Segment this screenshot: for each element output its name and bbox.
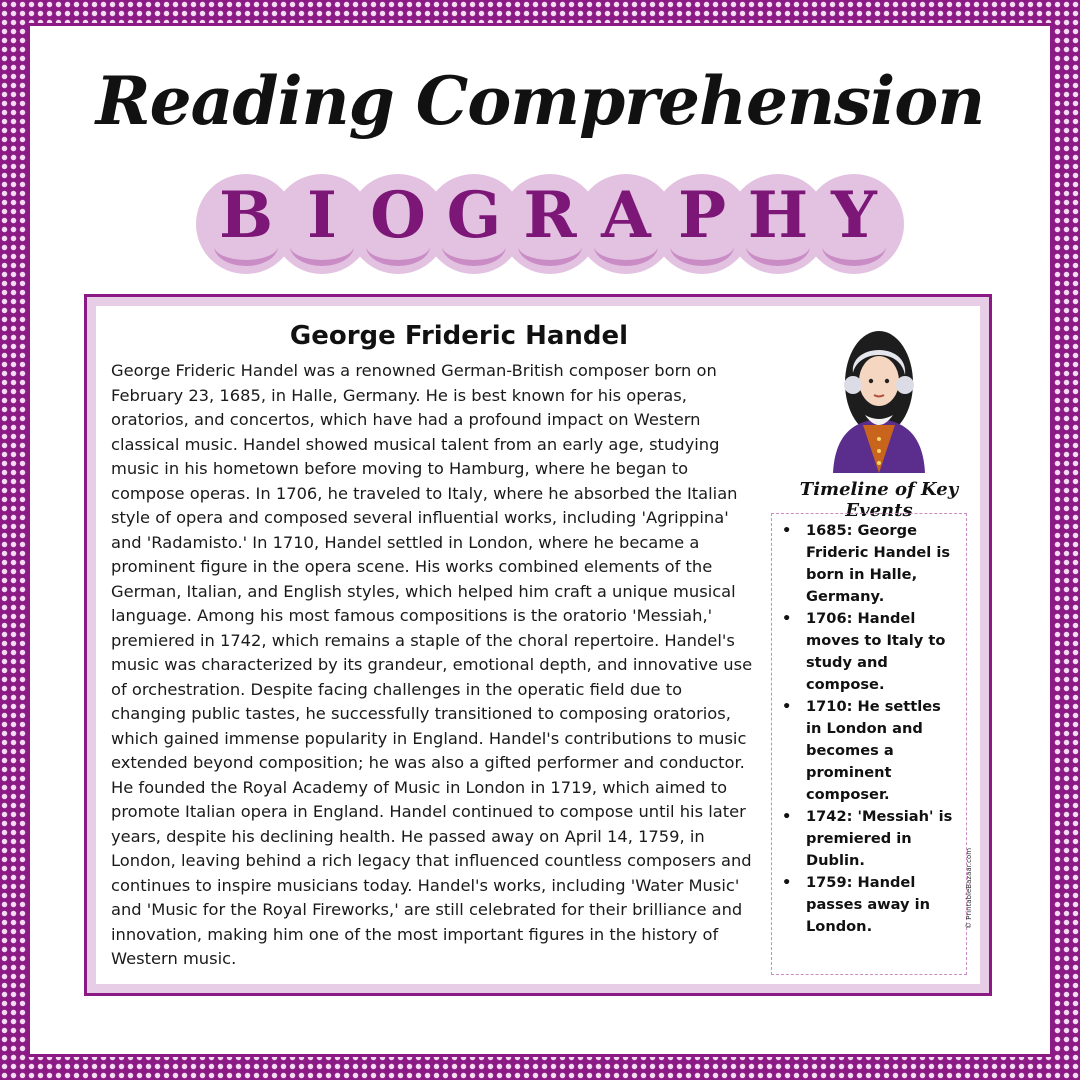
timeline-list xyxy=(772,514,966,938)
biography-text: George Frideric Handel was a renowned German-British composer born on February 23, 1685, in Halle, Germany. He is best known for his operas, oratorios, and concertos, which have had a profound impact on Western classical music. Handel showed musical talent from an early age, studying music in his hometown before moving to Hamburg, where he began to compose operas. In 1706, he traveled to Italy, where he absorbed the Italian style of opera and composed several influential works, including 'Agrippina' and 'Radamisto.' In 1710, Handel settled in London, where he became a prominent figure in the opera scene. His works combined elements of the German, Italian, and English styles, which helped him craft a unique musical language. Among his most famous compositions is the oratorio 'Messiah,' premiered in 1742, which remains a staple of the choral repertoire. Handel's music was characterized by its grandeur, emotional depth, and innovative use of orchestration. Despite facing challenges in the operatic field due to changing public tastes, he successfully transitioned to composing oratorios, which gained immense popularity in England. Handel's contributions to music extended beyond composition; he was also a gifted performer and conductor. He founded the Royal Academy of Music in London in 1719, which aimed to promote Italian opera in England. Handel continued to compose until his later years, despite his declining health. He passed away on April 14, 1759, in London, leaving behind a rich legacy that influenced countless composers and continues to inspire musicians today. Handel's works, including 'Water Music' and 'Music for the Royal Fireworks,' are still celebrated for their brilliance and innovation, making him one of the most important figures in the history of Western music. xyxy=(111,361,753,968)
timeline-event: • 1706: Handel moves to Italy to study and compose. xyxy=(806,608,958,696)
biography-banner xyxy=(196,170,908,280)
banner-letter: R xyxy=(523,178,577,253)
timeline-event: • 1710: He settles in London and becomes a prominent composer. xyxy=(806,696,958,806)
banner-letter: Y xyxy=(831,178,877,253)
content-inner xyxy=(99,309,977,981)
banner-letter: O xyxy=(370,178,426,253)
copyright-notice: © PrintableBazaar.com xyxy=(965,847,973,929)
timeline-event: • 1759: Handel passes away in London. xyxy=(806,872,958,938)
timeline-event: • 1742: 'Messiah' is premiered in Dublin. xyxy=(806,806,958,872)
banner-letter: A xyxy=(601,178,651,253)
banner-letter: G xyxy=(446,178,502,253)
page-title: Reading Comprehension xyxy=(95,62,985,140)
subject-name: George Frideric Handel xyxy=(289,321,629,351)
biography-content-box xyxy=(84,294,992,996)
banner-letter: H xyxy=(747,178,809,253)
composer-portrait-icon xyxy=(819,323,939,473)
timeline-box xyxy=(771,513,967,975)
timeline-title: Timeline of Key Events xyxy=(799,479,959,521)
banner-letter: P xyxy=(677,178,727,253)
banner-letter: I xyxy=(307,178,337,253)
banner-letter: B xyxy=(218,178,274,253)
timeline-event: • 1685: George Frideric Handel is born in Halle, Germany. xyxy=(806,520,958,608)
